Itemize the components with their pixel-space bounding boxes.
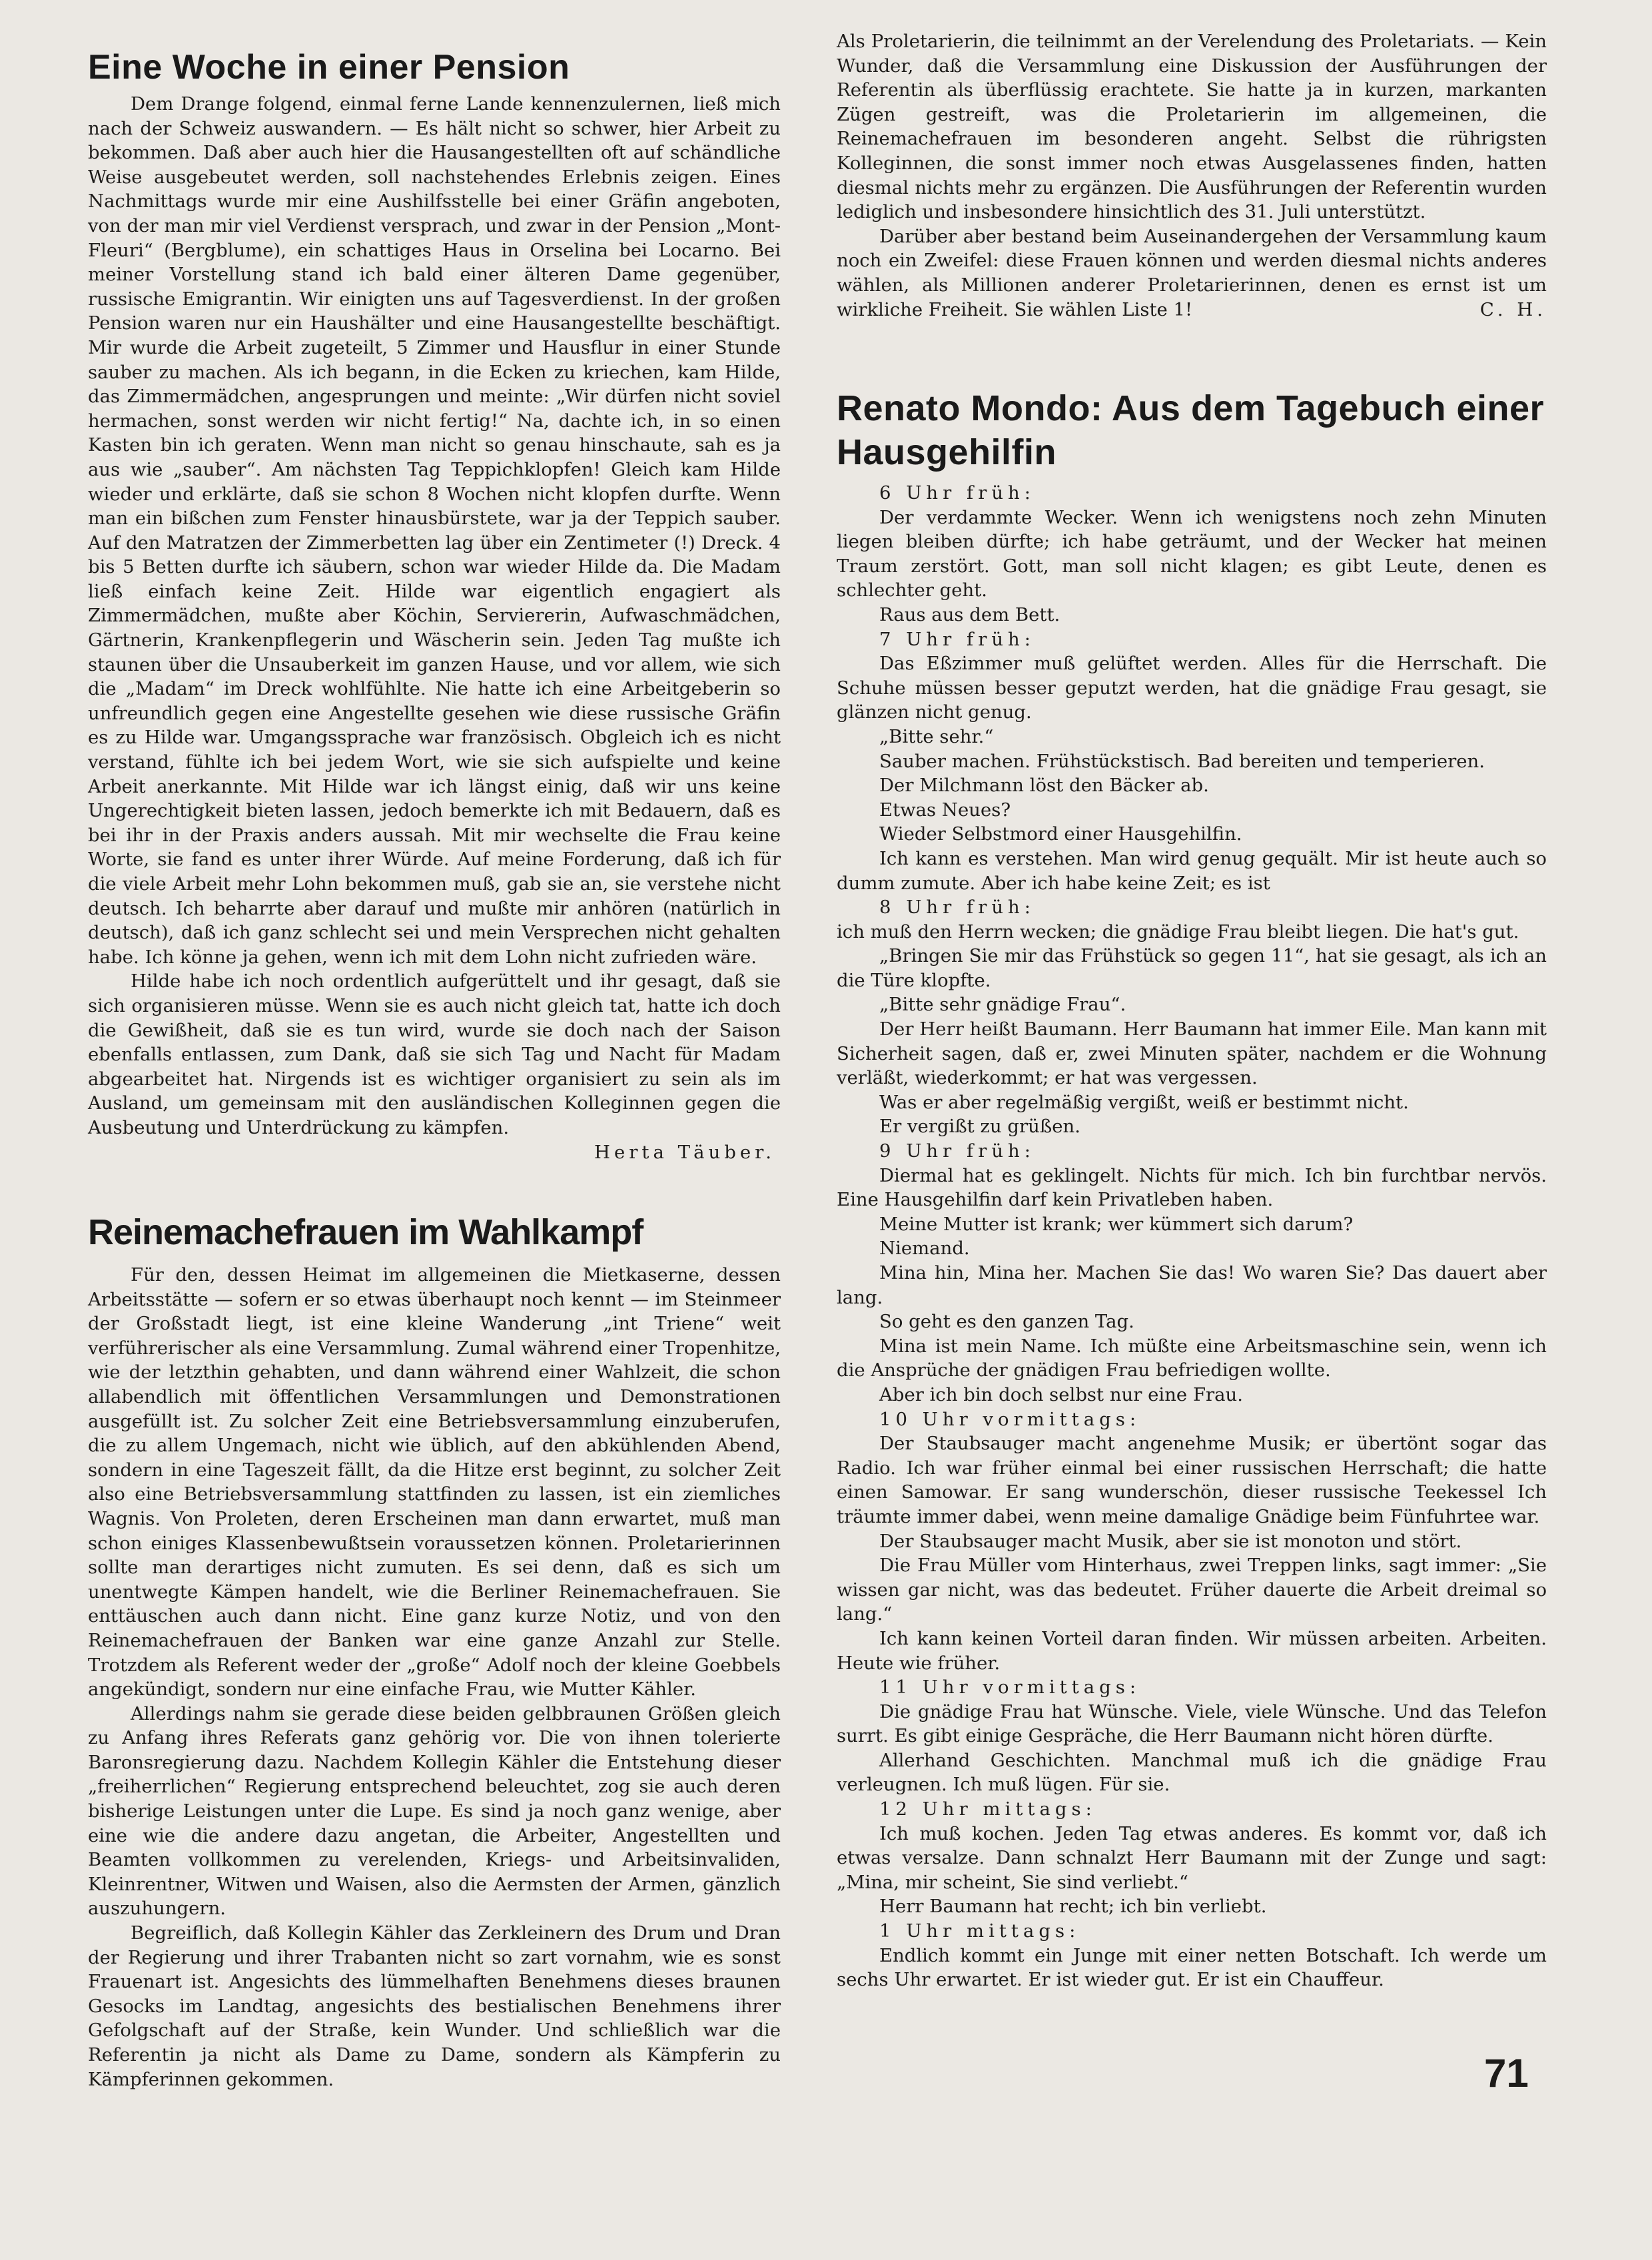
diary-line: Herr Baumann hat recht; ich bin verliebt. <box>879 1896 1267 1918</box>
article-title: Reinemachefrauen im Wahlkampf <box>88 1212 643 1252</box>
diary-line: Die Frau Müller vom Hinterhaus, zwei Treppen links, sagt immer: „Sie wissen gar nicht, was das bedeutet. Früher dauerte die Arbeit dreimal so lang.“ <box>837 1555 1547 1625</box>
paragraph: Begreiflich, daß Kollegin Kähler das Zerkleinern des Drum und Dran der Regierung und ihrer Trabanten nicht so zart vornahm, wie es sonst Frauenart ist. Angesichts des lümmelhaften Benehmens dieses braunen Gesocks im Landtag, angesichts des bestialischen Benehmens ihrer Gefolgschaft auf der Straße, kein Wunder. Und schließlich war die Referentin ja nicht als Dame zu Dame, sondern als Kämpferin zu Kämpferinnen gekommen. <box>88 1922 781 2090</box>
paragraph: Dem Drange folgend, einmal ferne Lande kennenzulernen, ließ mich nach der Schweiz auswandern. — Es hält nicht so schwer, hier Arbeit zu bekommen. Daß aber auch hier die Hausangestellten oft auf schändliche Weise ausgebeutet werden, soll nachstehendes Erlebnis zeigen. Eines Nachmittags wurde mir eine Aushilfsstelle bei einer Gräfin angeboten, von der man mir viel Verdienst versprach, und zwar in der Pension „Mont-Fleuri“ (Bergblume), ein schattiges Haus in Orselina bei Locarno. Bei meiner Vorstellung stand ich bald einer älteren Dame gegenüber, russische Emigrantin. Wir einigten uns auf Tagesverdienst. In der großen Pension waren nur ein Haushälter und eine Hausangestellte beschäftigt. Mir wurde die Arbeit zugeteilt, 5 Zimmer und Hausflur in einer Stunde sauber zu machen. Als ich begann, in die Ecken zu kriechen, kam Hilde, das Zimmermädchen, angesprungen und meinte: „Wir dürfen nicht soviel hermachen, sonst werden wir nicht fertig!“ Na, dachte ich, in so einen Kasten bin ich geraten. Wenn man nicht so genau hinschaute, sah es ja aus wie „sauber“. Am nächsten Tag Teppichklopfen! Gleich kam Hilde wieder und erklärte, daß sie schon 8 Wochen nicht klopfen durfte. Wenn man ein bißchen zum Fenster hinausbürstete, war ja der Teppich sauber. Auf den Matratzen der Zimmerbetten lag über ein Zentimeter (!) Dreck. 4 bis 5 Betten durfte ich säubern, schon war wieder Hilde da. Die Madam ließ einfach keine Zeit. Hilde war eigentlich engagiert als Zimmermädchen, mußte aber Köchin, Serviererin, Aufwaschmädchen, Gärtnerin, Krankenpflegerin und Wäscherin sein. Jeden Tag mußte ich staunen über die Unsauberkeit im ganzen Hause, und vor allem, wie sich die „Madam“ im Dreck wohlfühlte. Nie hatte ich eine Arbeitgeberin so unfreundlich gegen eine Angestellte gesehen wie diese russische Gräfin es zu Hilde war. Umgangssprache war französisch. Obgleich ich es nicht verstand, fühlte ich bei jedem Wort, wie sie sich aufspielte und keine Arbeit anerkannte. Mit Hilde war ich längst einig, daß wir uns keine Ungerechtigkeit bieten lassen, jedoch bemerkte ich mit Bedauern, daß es bei ihr in der Praxis anders aussah. Mit mir wechselte die Frau keine Worte, sie fand es unter ihrer Würde. Auf meine Forderung, daß ich für die viele Arbeit mehr Lohn bekommen muß, gab sie an, sie verstehe nicht deutsch. Ich beharrte aber darauf und mußte mir anhören (natürlich in deutsch), daß ich ganz schlecht sei und mein Versprechen nicht gehalten habe. Ich könne ja gehen, wenn ich mit dem Lohn nicht zufrieden wäre. <box>88 93 781 968</box>
diary-time-heading: 9 Uhr früh: <box>879 1140 1036 1162</box>
diary-line: Das Eßzimmer muß gelüftet werden. Alles für die Herrschaft. Die Schuhe müssen besser geputzt werden, hat die gnädige Frau gesagt, sie glänzen nicht genug. <box>837 653 1547 723</box>
article-title: Eine Woche in einer Pension <box>88 48 570 87</box>
author-signature: C. H. <box>1479 298 1547 320</box>
diary-time-heading: 7 Uhr früh: <box>879 628 1036 650</box>
diary-line: Der Staubsauger macht Musik, aber sie ist monoton und stört. <box>879 1530 1462 1552</box>
article-reinemachefrauen-continued <box>837 29 1547 322</box>
diary-time-heading: 6 Uhr früh: <box>879 482 1036 504</box>
diary-line: „Bitte sehr gnädige Frau“. <box>879 994 1126 1016</box>
diary-line: „Bringen Sie mir das Frühstück so gegen 11“, hat sie gesagt, als ich an die Türe klopfte. <box>837 945 1547 991</box>
diary-line: Der verdammte Wecker. Wenn ich wenigstens noch zehn Minuten liegen bleiben dürfte; ich habe geträumt, und der Wecker hat meinen Traum zerstört. Gott, man soll nicht klagen; es gibt Leute, denen es schlechter geht. <box>837 506 1547 601</box>
paragraph: Allerdings nahm sie gerade diese beiden gelbbraunen Größen gleich zu Anfang ihres Referats ganz gehörig vor. Die von ihnen tolerierte Baronsregierung dazu. Nachdem Kollegin Kähler die Entstehung dieser „freiherrlichen“ Regierung entsprechend beleuchtet, zog sie auch deren bisherige Leistungen unter die Lupe. Es sind ja noch ganz wenige, aber eine wie die andere dazu angetan, die Arbeiter, Angestellten und Beamten vollkommen zu verelenden, Kriegs- und Arbeitsinvaliden, Kleinrentner, Witwen und Waisen, also die Aermsten der Armen, gänzlich auszuhungern. <box>88 1702 781 1920</box>
diary-line: Der Milchmann löst den Bäcker ab. <box>879 775 1209 797</box>
article-tagebuch <box>837 386 1547 1992</box>
article-title <box>837 386 1547 474</box>
diary-line: Mina hin, Mina her. Machen Sie das! Wo waren Sie? Das dauert aber lang. <box>837 1262 1547 1308</box>
article-pension <box>88 47 781 1164</box>
diary-line: Ich muß kochen. Jeden Tag etwas anderes. Es kommt vor, daß ich etwas versalze. Dann schnalzt Herr Baumann mit der Zunge und sagt: „Mina, mir scheint, Sie sind verliebt.“ <box>837 1822 1547 1893</box>
diary-line: So geht es den ganzen Tag. <box>879 1311 1134 1333</box>
diary-line: Raus aus dem Bett. <box>879 603 1060 625</box>
diary-line: Ich kann keinen Vorteil daran finden. Wir müssen arbeiten. Arbeiten. Heute wie früher. <box>837 1627 1547 1674</box>
diary-time-heading: 12 Uhr mittags: <box>879 1798 1096 1820</box>
diary-line: „Bitte sehr.“ <box>879 725 994 747</box>
diary-line: Aber ich bin doch selbst nur eine Frau. <box>879 1383 1244 1405</box>
diary-line: Meine Mutter ist krank; wer kümmert sich darum? <box>879 1213 1354 1235</box>
diary-line: Diermal hat es geklingelt. Nichts für mich. Ich bin furchtbar nervös. Eine Hausgehilfin darf kein Privatleben haben. <box>837 1164 1547 1211</box>
diary-line: Sauber machen. Frühstückstisch. Bad bereiten und temperieren. <box>879 750 1485 772</box>
diary-line: Allerhand Geschichten. Manchmal muß ich die gnädige Frau verleugnen. Ich muß lügen. Für sie. <box>837 1749 1547 1796</box>
diary-time-heading: 1 Uhr mittags: <box>879 1920 1080 1942</box>
diary-line: Endlich kommt ein Junge mit einer netten Botschaft. Ich werde um sechs Uhr erwartet. Er ist wieder gut. Er ist ein Chauffeur. <box>837 1944 1547 1991</box>
diary-time-heading: 11 Uhr vormittags: <box>879 1677 1141 1698</box>
paragraph-text: Darüber aber bestand beim Auseinandergehen der Versammlung kaum noch ein Zweifel: diese Frauen können und werden diesmal nichts anderes wählen, als Millionen anderer Proletarierinnen, denen es ernst ist um wirkliche Freiheit. Sie wählen Liste 1! <box>837 225 1547 320</box>
diary-line: Der Staubsauger macht angenehme Musik; er übertönt sogar das Radio. Ich war früher einmal bei einer russischen Herrschaft; die hatte einen Samowar. Er sang wunderschön, dieser russische Teekessel Ich träumte immer dabei, wenn meine damalige Gnädige beim Fünfuhrtee war. <box>837 1433 1547 1527</box>
page-number: 71 <box>1484 2051 1529 2095</box>
diary-line: Wieder Selbstmord einer Hausgehilfin. <box>879 823 1242 845</box>
diary-line: Etwas Neues? <box>879 799 1011 821</box>
diary-entries <box>837 481 1547 1992</box>
diary-line: Der Herr heißt Baumann. Herr Baumann hat immer Eile. Man kann mit Sicherheit sagen, daß er, zwei Minuten später, nachdem er die Wohnung verläßt, wiederkommt; er hat was vergessen. <box>837 1018 1547 1089</box>
paragraph: Hilde habe ich noch ordentlich aufgerüttelt und ihr gesagt, daß sie sich organisieren müsse. Wenn sie es auch nicht gleich tat, hatte ich doch die Gewißheit, daß sie es tun wird, wurde sie doch nach der Saison ebenfalls entlassen, zum Dank, daß sie sich Tag und Nacht für Madam abgearbeitet hat. Nirgends ist es wichtiger organisiert zu sein als im Ausland, um gemeinsam mit den ausländischen Kolleginnen gegen die Ausbeutung und Unterdrückung zu kämpfen. <box>88 970 781 1138</box>
diary-line: Niemand. <box>879 1238 970 1260</box>
paragraph-continued: Als Proletarierin, die teilnimmt an der Verelendung des Proletariats. — Kein Wunder, daß die Versammlung eine Diskussion der Ausführungen der Referentin als überflüssig erachtete. Sie hatte ja in kurzen, markanten Zügen gestreift, was die Proletarierin im allgemeinen, die Reinemachefrauen im besonderen angeht. Selbst die rührigsten Kolleginnen, die sonst immer noch etwas Ausgelassenes finden, hatten diesmal nichts mehr zu ergänzen. Die Ausführungen der Referentin wurden lediglich und insbesondere hinsichtlich des 31. Juli unterstützt. <box>837 31 1547 223</box>
diary-line: Was er aber regelmäßig vergißt, weiß er bestimmt nicht. <box>879 1091 1409 1113</box>
diary-time-heading: 8 Uhr früh: <box>879 897 1036 919</box>
diary-line: Die gnädige Frau hat Wünsche. Viele, viele Wünsche. Und das Telefon surrt. Es gibt einige Gespräche, die Herr Baumann nicht hören dürfte. <box>837 1700 1547 1747</box>
diary-line: ich muß den Herrn wecken; die gnädige Frau bleibt liegen. Die hat's gut. <box>837 921 1519 942</box>
diary-line: Mina ist mein Name. Ich müßte eine Arbeitsmaschine sein, wenn ich die Ansprüche der gnädigen Frau befriedigen wollte. <box>837 1335 1547 1381</box>
title-text: Renato Mondo: Aus dem Tagebuch einer Hausgehilfin <box>837 388 1545 472</box>
author-signature: Herta Täuber. <box>594 1141 775 1163</box>
article-reinemachefrauen <box>88 1211 781 2091</box>
diary-time-heading: 10 Uhr vormittags: <box>879 1408 1141 1430</box>
diary-line: Er vergißt zu grüßen. <box>879 1116 1080 1138</box>
diary-line: Ich kann es verstehen. Man wird genug gequält. Mir ist heute auch so dumm zumute. Aber ich habe keine Zeit; es ist <box>837 847 1547 894</box>
paragraph: Für den, dessen Heimat im allgemeinen die Mietkaserne, dessen Arbeitsstätte — sofern er so etwas überhaupt noch kennt — im Steinmeer der Großstadt liegt, ist eine kleine Wanderung „int Triene“ weit verführerischer als eine Versammlung. Zumal während einer Tropenhitze, wie der letzthin gehabten, und dann während einer Wahlzeit, die schon allabendlich mit öffentlichen Versammlungen und Demonstrationen ausgefüllt ist. Zu solcher Zeit eine Betriebsversammlung einzuberufen, die zu allem Ungemach, nicht wie üblich, auf den abkühlenden Abend, sondern in eine Tageszeit fällt, da die Hitze erst beginnt, zu solcher Zeit also eine Betriebsversammlung stattfinden zu lassen, ist ein ziemliches Wagnis. Von Proleten, deren Erscheinen man dann erwartet, muß man schon einiges Klassenbewußtsein voraussetzen können. Proletarierinnen sollte man derartiges nicht zumuten. Es sei denn, daß es sich um unentwegte Kämpen handelt, wie die Berliner Reinemachefrauen. Sie enttäuschen auch dann nicht. Eine ganz kurze Notiz, und von den Reinemachefrauen der Banken war eine ganze Anzahl zur Stelle. Trotzdem als Referent weder der „große“ Adolf noch der kleine Goebbels angekündigt, sondern nur eine einfache Frau, wie Mutter Kähler. <box>88 1264 781 1700</box>
paragraph <box>837 224 1547 322</box>
